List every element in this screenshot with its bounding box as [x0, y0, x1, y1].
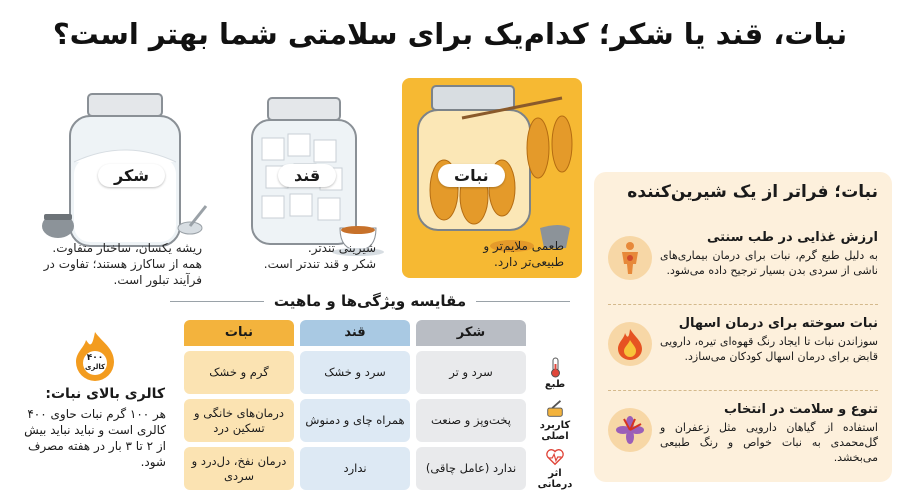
panel-title: نبات؛ فراتر از یک شیرین‌کننده — [627, 182, 878, 202]
rock-candy-caption-line: طعمی ملایم‌تر و — [483, 239, 564, 253]
comparison-heading — [170, 291, 570, 311]
table-cell: ندارد — [300, 447, 410, 490]
baking-icon — [544, 399, 566, 419]
row-label: طبع — [544, 378, 566, 390]
calorie-badge — [72, 330, 118, 386]
heading-divider — [170, 301, 264, 302]
heart-pulse-icon — [544, 447, 566, 467]
table-cell: سرد و خشک — [300, 351, 410, 394]
calorie-badge-unit: کالری — [84, 363, 106, 371]
rock-candy-jar-illustration — [402, 78, 582, 278]
rock-candy-jar-label: نبات — [438, 164, 505, 187]
row-label: اثر درمانی — [537, 468, 573, 490]
panel-item-variety — [608, 402, 878, 465]
flame-icon — [608, 322, 652, 366]
calorie-title: کالری بالای نبات: — [45, 386, 165, 402]
column-header-sugar-cube: قند — [300, 320, 410, 346]
table-cell: سرد و تر — [416, 351, 526, 394]
sugar-cube-jar-label: قند — [278, 164, 336, 187]
table-cell: درمان نفخ، دل‌درد و سردی — [184, 447, 294, 490]
table-cell: ندارد (عامل چاقی) — [416, 447, 526, 490]
panel-item-text: به دلیل طبع گرم، نبات برای درمان بیماری‌های ناشی از سردی بدن بسیار ترجیح داده می‌شود. — [660, 249, 878, 277]
sugar-caption — [32, 240, 202, 288]
table-row — [178, 351, 578, 394]
table-cell: درمان‌های خانگی و تسکین درد — [184, 399, 294, 442]
sugar-cube-caption-line: شیرینی تندتر. — [307, 241, 376, 255]
row-label: کاربرد اصلی — [539, 420, 571, 442]
table-cell: همراه چای و دمنوش — [300, 399, 410, 442]
panel-item-text: سوزاندن نبات تا ایجاد رنگ قهوه‌ای تیره، دارویی قابض برای درمان اسهال کودکان می‌سازد. — [660, 335, 878, 363]
calorie-badge-text — [72, 354, 118, 372]
calorie-badge-value: ۴۰۰ — [86, 353, 104, 363]
panel-item-title: تنوع و سلامت در انتخاب — [724, 402, 878, 417]
sugar-caption-line: ریشه یکسان، ساختار متفاوت. — [52, 241, 202, 255]
comparison-table — [178, 320, 578, 490]
panel-item-burnt-candy — [608, 316, 878, 364]
panel-divider — [608, 304, 878, 305]
sugar-cube-caption — [236, 240, 376, 272]
table-cell: گرم و خشک — [184, 351, 294, 394]
calorie-text: هر ۱۰۰ گرم نبات حاوی ۴۰۰ کالری است و نباید نباید بیش از ۲ تا ۳ بار در هفته مصرف شود. — [24, 407, 166, 469]
thermometer-icon — [544, 356, 566, 378]
comparison-heading-text: مقایسه ویژگی‌ها و ماهیت — [273, 292, 467, 310]
table-row — [178, 399, 578, 442]
rock-candy-caption — [424, 238, 564, 270]
panel-item-text: استفاده از گیاهان دارویی مثل زعفران و گل‌محمدی به نبات خواص و رنگ طبیعی می‌بخشد. — [660, 421, 878, 464]
table-header — [178, 320, 578, 346]
page-title: نبات، قند یا شکر؛ کدام‌یک برای سلامتی شما بهتر است؟ — [52, 17, 848, 51]
row-header-temperament — [532, 351, 578, 394]
table-cell: پخت‌وپز و صنعت — [416, 399, 526, 442]
sugar-caption-line: فرآیند تبلور است. — [113, 273, 202, 287]
sugar-jar-label: شکر — [98, 164, 165, 187]
info-panel — [594, 172, 892, 482]
sugar-caption-line: همه از ساکارز هستند؛ تفاوت در — [43, 257, 202, 271]
column-header-rock-candy: نبات — [184, 320, 294, 346]
saffron-icon — [608, 408, 652, 452]
table-row — [178, 447, 578, 490]
panel-item-title: ارزش غذایی در طب سنتی — [706, 230, 878, 245]
panel-divider — [608, 390, 878, 391]
sugar-cube-caption-line: شکر و قند تندتر است. — [263, 257, 376, 271]
heading-divider — [476, 301, 570, 302]
panel-item-nutrition — [608, 230, 878, 278]
row-header-usage — [532, 399, 578, 442]
panel-item-title: نبات سوخته برای درمان اسهال — [678, 316, 878, 331]
row-header-therapeutic-effect — [532, 447, 578, 490]
column-header-sugar: شکر — [416, 320, 526, 346]
rock-candy-caption-line: طبیعی‌تر دارد. — [494, 255, 564, 269]
body-icon — [608, 236, 652, 280]
